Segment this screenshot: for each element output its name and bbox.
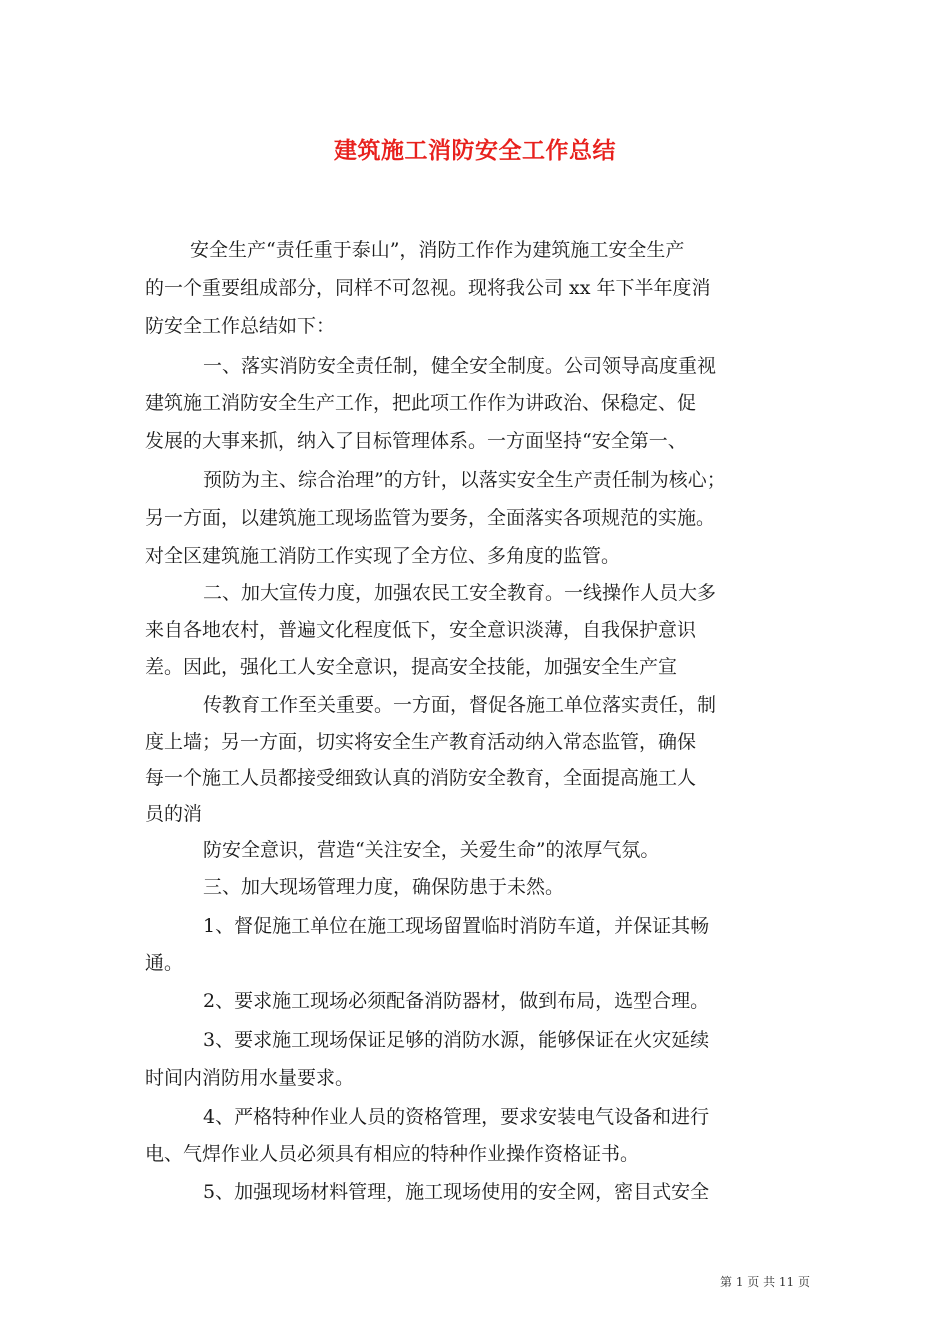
body-line: 的一个重要组成部分，同样不可忽视。现将我公司 xx 年下半年度消 [145,277,711,299]
body-line: 时间内消防用水量要求。 [145,1067,355,1089]
page-number: 第 1 页 共 11 页 [720,1275,810,1289]
body-line: 传教育工作至关重要。一方面，督促各施工单位落实责任，制 [203,694,717,716]
body-line: 一、落实消防安全责任制，健全安全制度。公司领导高度重视 [203,355,717,377]
body-line: 5、加强现场材料管理，施工现场使用的安全网，密目式安全 [203,1181,710,1203]
body-line: 预防为主、综合治理”的方针，以落实安全生产责任制为核心； [203,469,726,491]
body-line: 来自各地农村，普遍文化程度低下，安全意识淡薄，自我保护意识 [145,619,697,641]
body-line: 4、严格特种作业人员的资格管理，要求安装电气设备和进行 [203,1106,710,1128]
body-line: 员的消 [145,803,203,825]
document-title: 建筑施工消防安全工作总结 [334,138,616,164]
body-line: 3、要求施工现场保证足够的消防水源，能够保证在火灾延续 [203,1029,710,1051]
body-line: 差。因此，强化工人安全意识，提高安全技能，加强安全生产宣 [145,656,678,678]
body-line: 对全区建筑施工消防工作实现了全方位、多角度的监管。 [145,545,621,567]
body-line: 三、加大现场管理力度，确保防患于未然。 [203,876,565,898]
body-line: 通。 [145,952,184,974]
body-line: 1、督促施工单位在施工现场留置临时消防车道，并保证其畅 [203,915,710,937]
body-line: 建筑施工消防安全生产工作，把此项工作作为讲政治、保稳定、促 [145,392,697,414]
body-line: 安全生产“责任重于泰山”，消防工作作为建筑施工安全生产 [190,239,685,261]
body-line: 防安全工作总结如下： [145,315,336,337]
body-line: 发展的大事来抓，纳入了目标管理体系。一方面坚持“安全第一、 [145,430,687,452]
body-line: 二、加大宣传力度，加强农民工安全教育。一线操作人员大多 [203,582,717,604]
body-line: 每一个施工人员都接受细致认真的消防安全教育，全面提高施工人 [145,767,697,789]
body-line: 2、要求施工现场必须配备消防器材，做到布局，选型合理。 [203,990,710,1012]
body-line: 度上墙；另一方面，切实将安全生产教育活动纳入常态监管，确保 [145,731,697,753]
body-line: 电、气焊作业人员必须具有相应的特种作业操作资格证书。 [145,1143,640,1165]
body-line: 另一方面，以建筑施工现场监管为要务，全面落实各项规范的实施。 [145,507,716,529]
body-line: 防安全意识，营造“关注安全，关爱生命”的浓厚气氛。 [203,839,660,861]
